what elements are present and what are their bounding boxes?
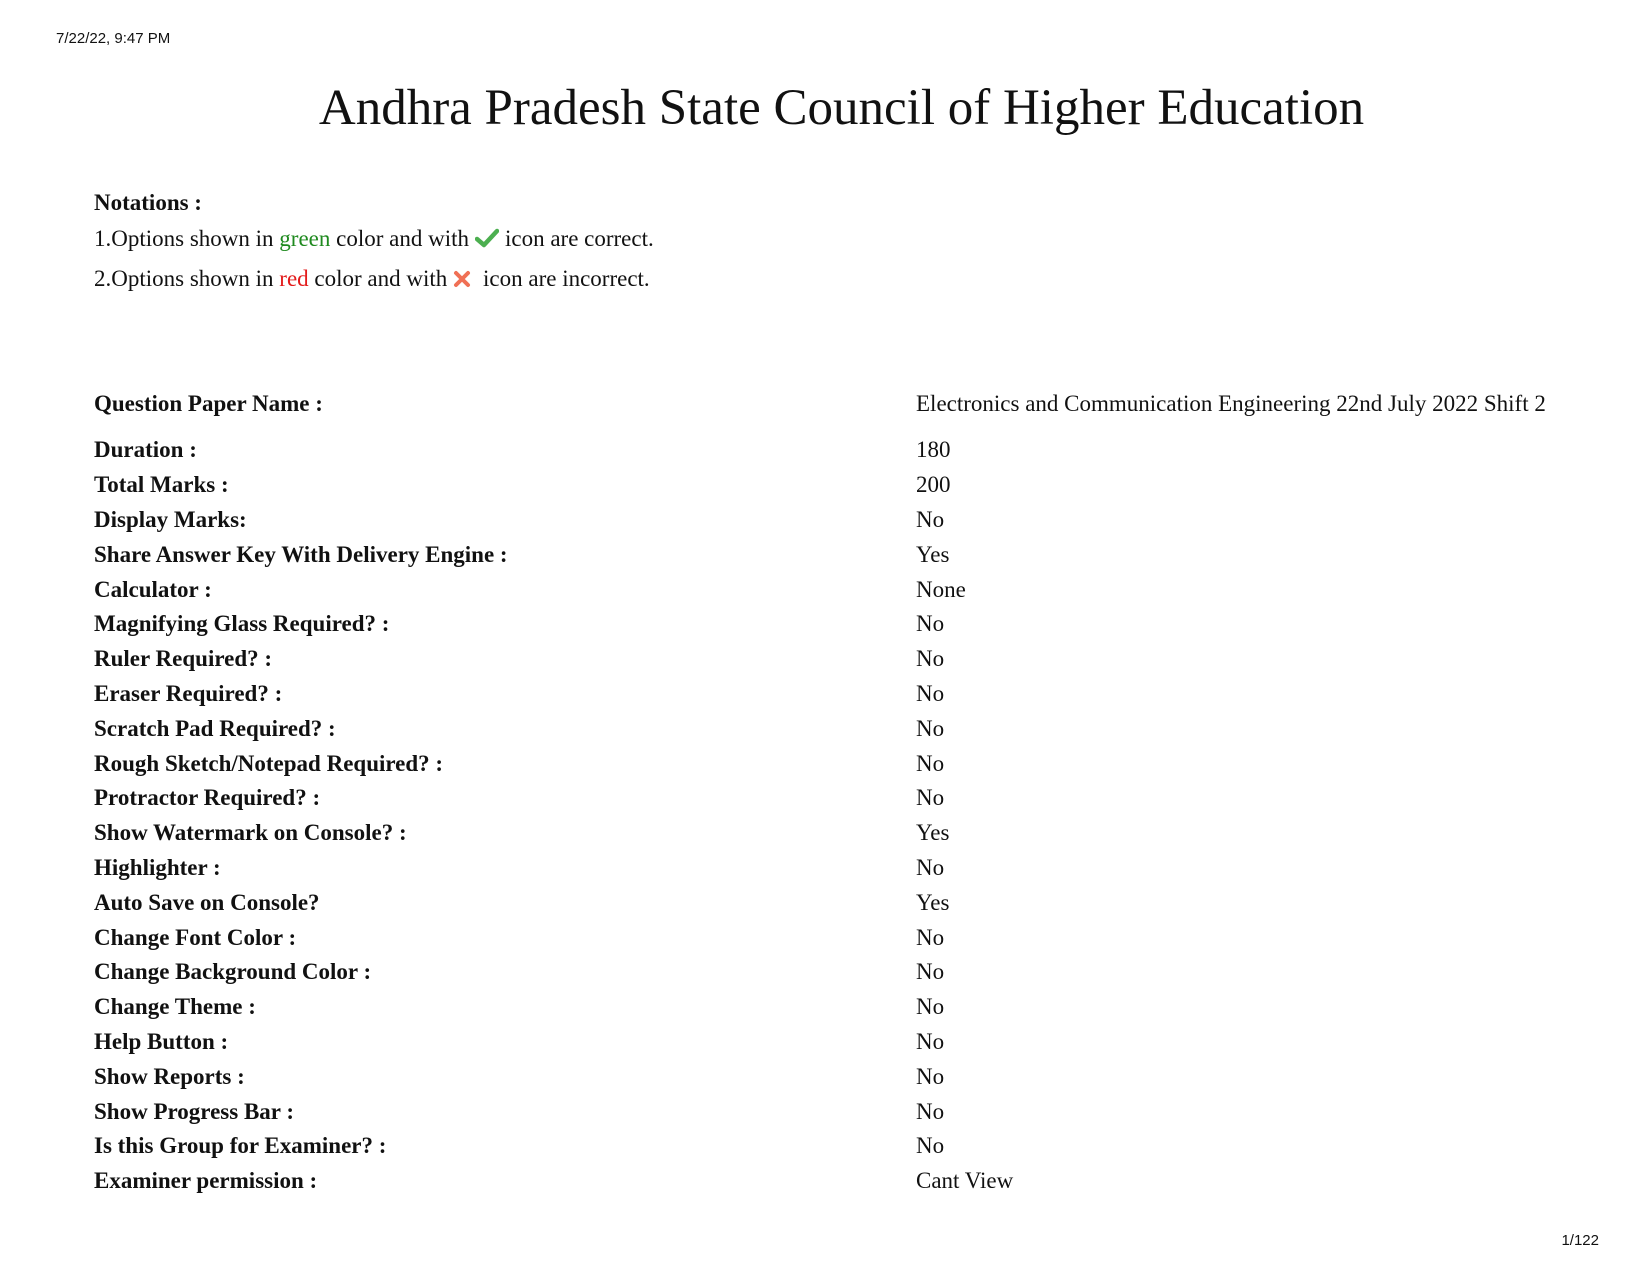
info-row-label: Eraser Required? : [94, 680, 283, 706]
info-row-value [916, 1025, 1556, 1060]
info-row-label: Share Answer Key With Delivery Engine : [94, 541, 508, 567]
info-row-label: Duration : [94, 437, 197, 463]
info-row-label: Ruler Required? : [94, 646, 273, 672]
info-row-value [916, 746, 1556, 781]
info-row-label: Display Marks: [94, 506, 247, 532]
info-row [94, 607, 1556, 642]
info-row-value [916, 433, 1556, 468]
notation-incorrect-prefix: 2.Options shown in [94, 266, 274, 291]
info-row-label: Change Background Color : [94, 959, 372, 985]
info-row [94, 537, 1556, 572]
info-row-label: Total Marks : [94, 472, 229, 498]
info-row [94, 711, 1556, 746]
info-row-label: Examiner permission : [94, 1168, 318, 1194]
cross-icon [453, 262, 471, 300]
info-row [94, 1025, 1556, 1060]
info-row-value [916, 1129, 1556, 1164]
check-icon [475, 222, 499, 260]
info-row [94, 572, 1556, 607]
notation-incorrect-color-word: red [279, 266, 309, 291]
info-row-value [916, 607, 1556, 642]
info-row-value [916, 851, 1556, 886]
info-row-value [916, 885, 1556, 920]
notation-correct-mid: color and with [336, 226, 469, 251]
info-row-label: Show Reports : [94, 1063, 245, 1089]
info-row-value [916, 677, 1556, 712]
info-row [94, 955, 1556, 990]
info-row [94, 885, 1556, 920]
info-row [94, 503, 1556, 538]
notations-section [94, 186, 654, 300]
info-row-value-text: No [916, 785, 945, 811]
info-row [94, 375, 1556, 433]
info-row-value [916, 572, 1556, 607]
info-row-label: Change Font Color : [94, 924, 297, 950]
info-row [94, 920, 1556, 955]
info-row-label: Protractor Required? : [94, 785, 321, 811]
info-row [94, 990, 1556, 1025]
info-row-label: Auto Save on Console? [94, 889, 320, 915]
info-row-value [916, 711, 1556, 746]
info-row [94, 1129, 1556, 1164]
info-row-value-text: No [916, 750, 945, 776]
info-row-value [916, 955, 1556, 990]
info-row-value [916, 1094, 1556, 1129]
info-row-value-text: No [916, 646, 945, 672]
notation-correct-color-word: green [279, 226, 331, 251]
print-date: 7/22/22, 9:47 PM [56, 30, 171, 47]
info-row-label: Calculator : [94, 576, 212, 602]
info-row-value [916, 642, 1556, 677]
info-row-label: Is this Group for Examiner? : [94, 1133, 387, 1159]
info-row [94, 1059, 1556, 1094]
info-row-label: Highlighter : [94, 854, 221, 880]
info-row [94, 1164, 1556, 1199]
info-row-label: Question Paper Name : [94, 391, 323, 416]
notation-correct [94, 220, 654, 260]
info-row-value-text: Electronics and Communication Engineering 22nd July 2022 Shift 2 [916, 391, 1546, 416]
info-row-value-text: No [916, 1098, 945, 1124]
info-row-value [916, 920, 1556, 955]
info-row-value [916, 781, 1556, 816]
info-row [94, 746, 1556, 781]
info-row [94, 781, 1556, 816]
info-row-value-text: No [916, 611, 945, 637]
info-table-body [94, 375, 1556, 1199]
info-row [94, 1094, 1556, 1129]
question-paper-info-table [94, 375, 1556, 1199]
page-number: 1/122 [1561, 1232, 1599, 1249]
info-row-value-text: No [916, 994, 945, 1020]
info-row-label: Show Watermark on Console? : [94, 820, 407, 846]
info-row-value-text: No [916, 1063, 945, 1089]
info-row-value [916, 1059, 1556, 1094]
notation-incorrect-suffix: icon are incorrect. [483, 266, 650, 291]
info-row-value [916, 537, 1556, 572]
info-row-value-text: None [916, 576, 966, 602]
info-row-value [916, 1164, 1556, 1199]
info-row-value [916, 816, 1556, 851]
info-row-label: Change Theme : [94, 994, 256, 1020]
info-row-label: Rough Sketch/Notepad Required? : [94, 750, 444, 776]
info-row-value-text: Yes [916, 541, 950, 567]
info-row-label: Show Progress Bar : [94, 1098, 294, 1124]
info-row-value-text: Yes [916, 820, 950, 846]
info-row-value-text: No [916, 1133, 945, 1159]
page-title: Andhra Pradesh State Council of Higher Education [318, 80, 1365, 136]
info-row [94, 433, 1556, 468]
notation-correct-prefix: 1.Options shown in [94, 226, 274, 251]
info-row-value [916, 375, 1556, 433]
info-row [94, 677, 1556, 712]
info-row [94, 816, 1556, 851]
notation-incorrect-mid: color and with [314, 266, 448, 291]
info-row-value-text: No [916, 506, 945, 532]
info-row-value-text: Yes [916, 889, 950, 915]
info-row-value-text: No [916, 924, 945, 950]
info-row-value-text: No [916, 959, 945, 985]
info-row-value [916, 468, 1556, 503]
info-row-label: Scratch Pad Required? : [94, 715, 336, 741]
info-row-value [916, 990, 1556, 1025]
info-row-value-text: No [916, 715, 945, 741]
info-row-label: Magnifying Glass Required? : [94, 611, 390, 637]
info-row-label: Help Button : [94, 1028, 229, 1054]
info-row [94, 468, 1556, 503]
notation-correct-suffix: icon are correct. [504, 226, 654, 251]
info-row-value-text: Cant View [916, 1168, 1014, 1194]
info-row-value-text: 180 [916, 437, 951, 463]
info-row-value-text: No [916, 854, 945, 880]
info-row-value [916, 503, 1556, 538]
notation-incorrect [94, 260, 654, 300]
info-row [94, 642, 1556, 677]
info-row-value-text: No [916, 680, 945, 706]
info-row [94, 851, 1556, 886]
info-row-value-text: No [916, 1028, 945, 1054]
notations-heading: Notations : [94, 190, 202, 215]
info-row-value-text: 200 [916, 472, 951, 498]
